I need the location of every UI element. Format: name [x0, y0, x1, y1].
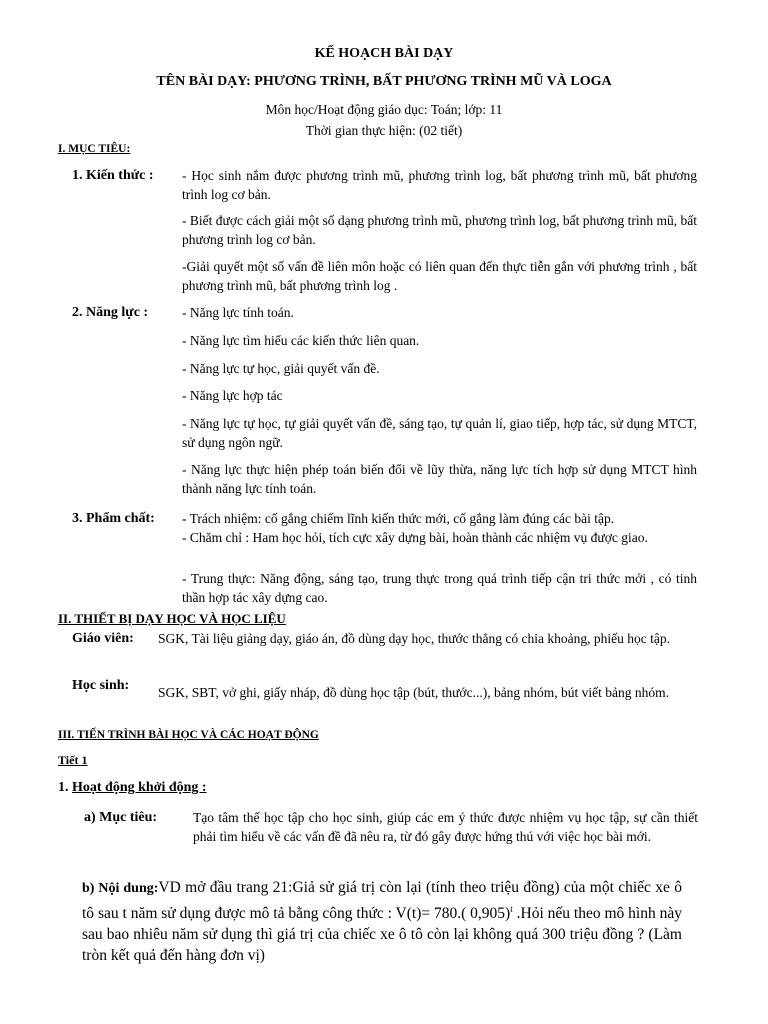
knowledge-label: 1. Kiến thức :	[72, 168, 154, 183]
content-paragraph	[82, 877, 682, 966]
duration-line: Thời gian thực hiện: (02 tiết)	[305, 123, 463, 138]
quality-item: - Chăm chỉ : Ham học hỏi, tích cực xây dựng bài, hoàn thành các nhiệm vụ được giao.	[182, 530, 648, 545]
knowledge-item: -Giải quyết một số vấn đề liên môn hoặc có liên quan đến thực tiễn gắn với phương trình , bất phương trình mũ, bất phương trình log .	[182, 259, 697, 293]
teacher-text: SGK, Tài liệu giảng dạy, giáo án, đồ dùng dạy học, thước thẳng có chia khoảng, phiếu học tập.	[158, 631, 670, 646]
competence-item: - Năng lực tự học, giải quyết vấn đề.	[182, 361, 380, 376]
activity-title: Hoạt động khởi động :	[72, 780, 207, 795]
content-label: b) Nội dung:	[82, 881, 159, 896]
competence-item: - Năng lực hợp tác	[182, 388, 283, 403]
competence-item: - Năng lực tự học, tự giải quyết vấn đề, sáng tạo, tự quản lí, giao tiếp, hợp tác, sử dụng MTCT, sử dụng ngôn ngữ.	[182, 416, 697, 450]
competence-item: - Năng lực tính toán.	[182, 305, 294, 320]
knowledge-item: - Học sinh nắm được phương trình mũ, phương trình log, bất phương trình mũ, bất phương trình log cơ bản.	[182, 168, 697, 202]
section-1-heading: I. MỤC TIÊU:	[58, 143, 131, 155]
content-exponent: t	[510, 904, 513, 914]
student-text: SGK, SBT, vở ghi, giấy nháp, đồ dùng học tập (bút, thước...), bảng nhóm, bút viết bảng nhóm.	[158, 685, 670, 700]
student-label: Học sinh:	[72, 678, 130, 693]
section-2-heading: II. THIẾT BỊ DẠY HỌC VÀ HỌC LIỆU	[58, 611, 286, 626]
subject-line: Môn học/Hoạt động giáo dục: Toán; lớp: 11	[265, 102, 503, 117]
section-3-heading: III. TIẾN TRÌNH BÀI HỌC VÀ CÁC HOẠT ĐỘNG	[58, 729, 319, 741]
goal-text: Tạo tâm thế học tập cho học sinh, giúp các em ý thức được nhiệm vụ học tập, sự cần thiết phải tìm hiểu về các vấn đề đã nêu ra, từ đó gây được hứng thú với việc học bài mới.	[193, 810, 698, 844]
lesson-title: TÊN BÀI DẠY: PHƯƠNG TRÌNH, BẤT PHƯƠNG TRÌNH MŨ VÀ LOGA	[156, 74, 612, 89]
quality-item: - Trung thực: Năng động, sáng tạo, trung thực trong quá trình tiếp cận tri thức mới , có tinh thần hợp tác xây dựng cao.	[182, 571, 697, 605]
activity-number: 1.	[58, 780, 69, 795]
competence-item: - Năng lực thực hiện phép toán biến đổi về lũy thừa, năng lực tích hợp sử dụng MTCT hình thành năng lực tính toán.	[182, 462, 697, 496]
knowledge-item: - Biết được cách giải một số dạng phương trình mũ, phương trình log, bất phương trình mũ, bất phương trình log cơ bản.	[182, 213, 697, 247]
quality-label: 3. Phẩm chất:	[72, 511, 155, 526]
goal-label: a) Mục tiêu:	[84, 810, 158, 825]
content-text-1: VD mở đầu trang 21:Giả sử giá trị còn lại (tính theo triệu đồng) của một chiếc xe ô tô sau t năm sử dụng được mô tả bằng công thức : V(t)= 780.( 0,905)	[82, 879, 682, 923]
competence-item: - Năng lực tìm hiểu các kiến thức liên quan.	[182, 333, 420, 348]
teacher-label: Giáo viên:	[72, 631, 134, 646]
activity-heading	[58, 778, 207, 797]
period-label: Tiết 1	[58, 753, 88, 767]
competence-label: 2. Năng lực :	[72, 305, 149, 320]
quality-item: - Trách nhiệm: cố gắng chiếm lĩnh kiến thức mới, cố gắng làm đúng các bài tập.	[182, 511, 615, 526]
content-text-2: .Hỏi nếu theo mô hình này sau bao nhiêu năm sử dụng thì giá trị của chiếc xe ô tô còn lại không quá 300 triệu đồng ? (Làm tròn kết quả đến hàng đơn vị)	[82, 905, 683, 965]
doc-title: KẾ HOẠCH BÀI DẠY	[314, 46, 454, 61]
